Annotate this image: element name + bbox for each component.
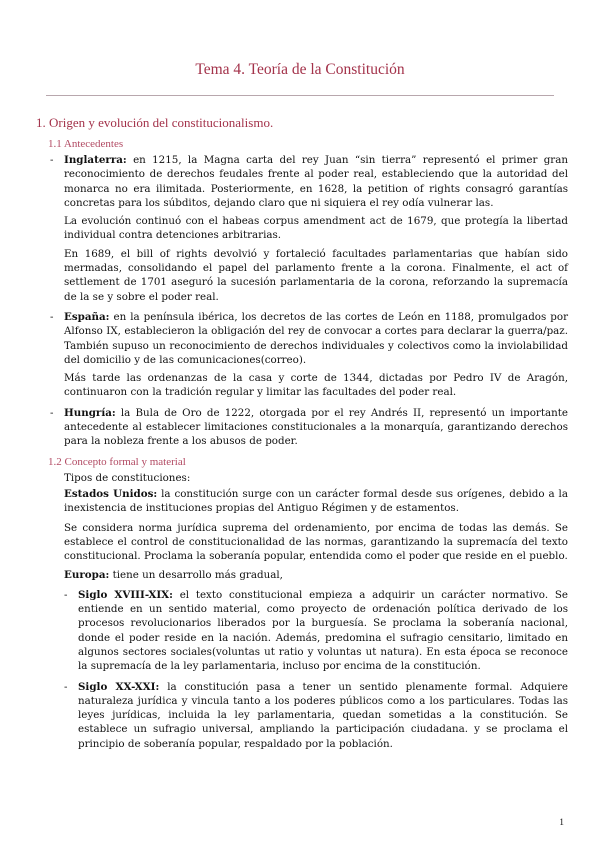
europa-list <box>64 588 568 751</box>
page-title: Tema 4. Teoría de la Constitución <box>195 61 405 78</box>
paragraph-text: en 1215, la Magna carta del rey Juan “sin tierra” representó el primer gran reconocimiento de derechos feudales frente al poder real, estableciendo que la autoridad del monarca no era ilimitada. Posteriormente, en 1628, la petition of rights consagró garantías concretas para los súbditos, dejando claro que ni siquiera el rey odía vulnerar las. <box>64 154 568 209</box>
term-label: Estados Unidos: <box>64 487 158 500</box>
paragraph-text: la constitución surge con un carácter formal desde sus orígenes, debido a la inexistencia de instituciones propias del Antiguo Régimen y de estamentos. <box>64 487 568 515</box>
term-label: Hungría: <box>64 406 116 419</box>
term-label: Inglaterra: <box>64 154 127 166</box>
title-divider <box>46 95 554 96</box>
list-item-inglaterra <box>50 153 568 304</box>
paragraph-text: la constitución pasa a tener un sentido plenamente formal. Adquiere naturaleza jurídica y vincula tanto a los poderes públicos como a los particulares. Todas las leyes jurídicas, incluida la ley parlamentaria, quedan sometidas a la constitución. Se establece un sufragio universal, ampliando la participación ciudadana. y se proclama el principio de soberanía popular, respaldado por la población. <box>78 680 568 750</box>
paragraph-text: tiene un desarrollo más gradual, <box>112 569 283 582</box>
subsection-heading-concepto: 1.2 Concepto formal y material <box>48 455 186 468</box>
term-label: Siglo XVIII-XIX: <box>78 588 173 601</box>
paragraph-text: el texto constitucional empieza a adquirir un carácter normativo. Se entiende en un sentido material, como proyecto de ordenación política derivado de los procesos revolucionarios liberados por la burguesía. Se proclama la soberanía nacional, donde el poder reside en la nación. Además, predomina el sufragio censitario, limitado en algunos sectores sociales(voluntas ut ratio y voluntas ut natura). En esta época se reconoce la supremacía de la ley parlamentaria, incluso por encima de la constitución. <box>78 588 568 673</box>
section-heading: 1. Origen y evolución del constitucionalismo. <box>36 115 274 130</box>
term-label: Europa: <box>64 569 110 582</box>
paragraph-text: Se considera norma jurídica suprema del ordenamiento, por encima de todas las demás. Se establece el control de constitucionalidad de las normas, garantizando la supremacía del texto constitucional. Proclama la soberanía popular, entendida como el poder que reside en el pueblo. <box>64 521 568 563</box>
paragraph-text: en la península ibérica, los decretos de las cortes de León en 1188, promulgados por Alfonso IX, establecieron la obligación del rey de convocar a cortes para declarar la guerra/paz. También supuso un reconocimiento de derechos individuales y colectivos como la inviolabilidad del domicilio y de las comunicaciones(correo). <box>64 310 568 366</box>
tipos-label: Tipos de constituciones: <box>64 471 191 484</box>
list-item-siglo-xviii-xix <box>64 588 568 674</box>
term-label: Siglo XX-XXI: <box>78 680 160 693</box>
paragraph-text: Más tarde las ordenanzas de la casa y corte de 1344, dictadas por Pedro IV de Aragón, continuaron con la tradición regular y limitar las facultades del poder real. <box>64 372 568 399</box>
subsection-heading-antecedentes: 1.1 Antecedentes <box>48 138 124 150</box>
term-label: España: <box>64 310 110 323</box>
paragraph-europa <box>64 568 568 582</box>
document-body <box>36 115 568 757</box>
paragraph-text: la Bula de Oro de 1222, otorgada por el rey Andrés II, representó un importante antecedente al establecer limitaciones constitucionales a la monarquía, garantizando derechos para la nobleza frente a los abusos de poder. <box>64 406 568 448</box>
list-item-espana <box>50 310 568 400</box>
list-item-siglo-xx-xxi <box>64 680 568 751</box>
paragraph-eeuu <box>64 487 568 516</box>
page-number: 1 <box>559 818 564 828</box>
antecedentes-list <box>50 153 568 449</box>
paragraph-text: En 1689, el bill of rights devolvió y fortaleció facultades parlamentarias que habían sido mermadas, consolidando el papel del parlamento frente a la corona. Finalmente, el act of settlement de 1701 aseguró la sucesión parlamentaria de la corona, reforzando la supremacía de la se y sobre el poder real. <box>64 247 568 303</box>
paragraph-text: La evolución continuó con el habeas corpus amendment act de 1679, que protegía la libertad individual contra detenciones arbitrarias. <box>64 215 568 242</box>
list-item-hungria <box>50 406 568 449</box>
